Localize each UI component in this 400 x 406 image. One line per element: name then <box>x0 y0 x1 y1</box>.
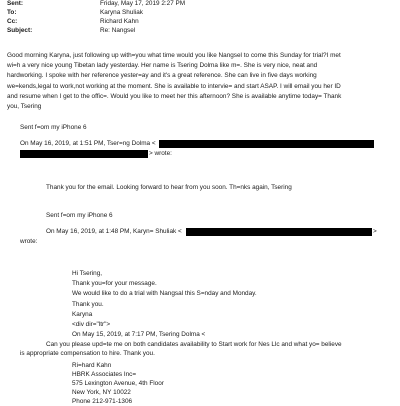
message-line: <div dir="ltr"> <box>72 321 111 329</box>
to-label: To: <box>7 9 17 16</box>
message-line: We would like to do a trial with Nangsal this S=nday and Monday. <box>72 290 257 298</box>
main-message <box>7 51 393 112</box>
signature-line: Phone 212-971-1306 <box>72 398 133 405</box>
message-line: On May 15, 2019, at 7:17 PM, Tsering Dolma < <box>72 331 206 339</box>
message-line: you, Tsering <box>7 103 42 111</box>
cc-value: Richard Kahn <box>100 18 139 25</box>
signature <box>72 361 272 406</box>
message-line: we=kends,legal to work,not working at the moment. She is available to intervie= and start ASAP. I will email you her ID <box>7 82 341 90</box>
subject-label: Subject: <box>7 27 33 34</box>
sent-value: Friday, May 17, 2019 2:27 PM <box>100 0 186 7</box>
quote1-header-start: On May 16, 2019, at 1:51 PM, Tser=ng Dolma < <box>20 140 156 147</box>
signature-line: HBRK Associates Inc= <box>72 371 137 378</box>
sent-from-iphone-1: Sent f=om my iPhone 6 <box>20 124 87 131</box>
message-line: wi=h a very nice young Tibetan lady yesterday. Her name is Tsering Dolma like m=. She is very nice, neat and <box>7 62 318 70</box>
quote1-header-end: > wrote: <box>149 150 172 157</box>
quote2-wrote: wrote: <box>20 238 38 245</box>
signature-line: Ri=hard Kahn <box>72 362 112 369</box>
cc-label: Cc: <box>7 18 18 25</box>
signature-line: New York, NY 10022 <box>72 389 131 396</box>
reply-text: Thank you for the email. Looking forward to hear from you soon. Th=nks again, Tsering <box>46 184 292 191</box>
redaction-box <box>159 140 374 148</box>
to-value: Karyna Shuliak <box>100 9 143 16</box>
signature-line: 575 Lexington Avenue, 4th Floor <box>72 380 164 387</box>
message-line: Hi Tsering, <box>72 270 103 277</box>
message-line: Thank you. <box>72 300 104 308</box>
message-line: hardworking. I spoke with her reference yester=ay and it's a great reference. She can live in five days working <box>7 72 317 80</box>
redaction-box <box>186 228 372 236</box>
sent-label: Sent: <box>7 0 23 7</box>
quote2-header-bracket: > <box>373 228 377 235</box>
sent-from-iphone-2: Sent f=om my iPhone 6 <box>46 212 113 219</box>
request-line: is appropriate compensation to hire. Thank you. <box>20 350 155 357</box>
redaction-box <box>20 150 148 158</box>
quote2-header-start: On May 16, 2019, at 1:48 PM, Karyn= Shuliak < <box>46 228 182 235</box>
message-line: Karyna <box>72 310 93 318</box>
request-line: Can you please upd=te me on both candidates availability to Start work for Nes Llc and what yo= believe <box>46 341 342 348</box>
message-line: Good morning Karyna, just following up with=you what time would you like Nangsel to come this Sunday for trial?I met <box>7 52 341 59</box>
subject-value: Re: Nangsel <box>100 27 136 34</box>
message-line: and resume when I get to the offic=. Would you like to meet her this afternoon? She is available anytime today= Thank <box>7 92 342 100</box>
karyna-message <box>72 269 392 340</box>
message-line: Thank you=for your message. <box>72 280 157 288</box>
